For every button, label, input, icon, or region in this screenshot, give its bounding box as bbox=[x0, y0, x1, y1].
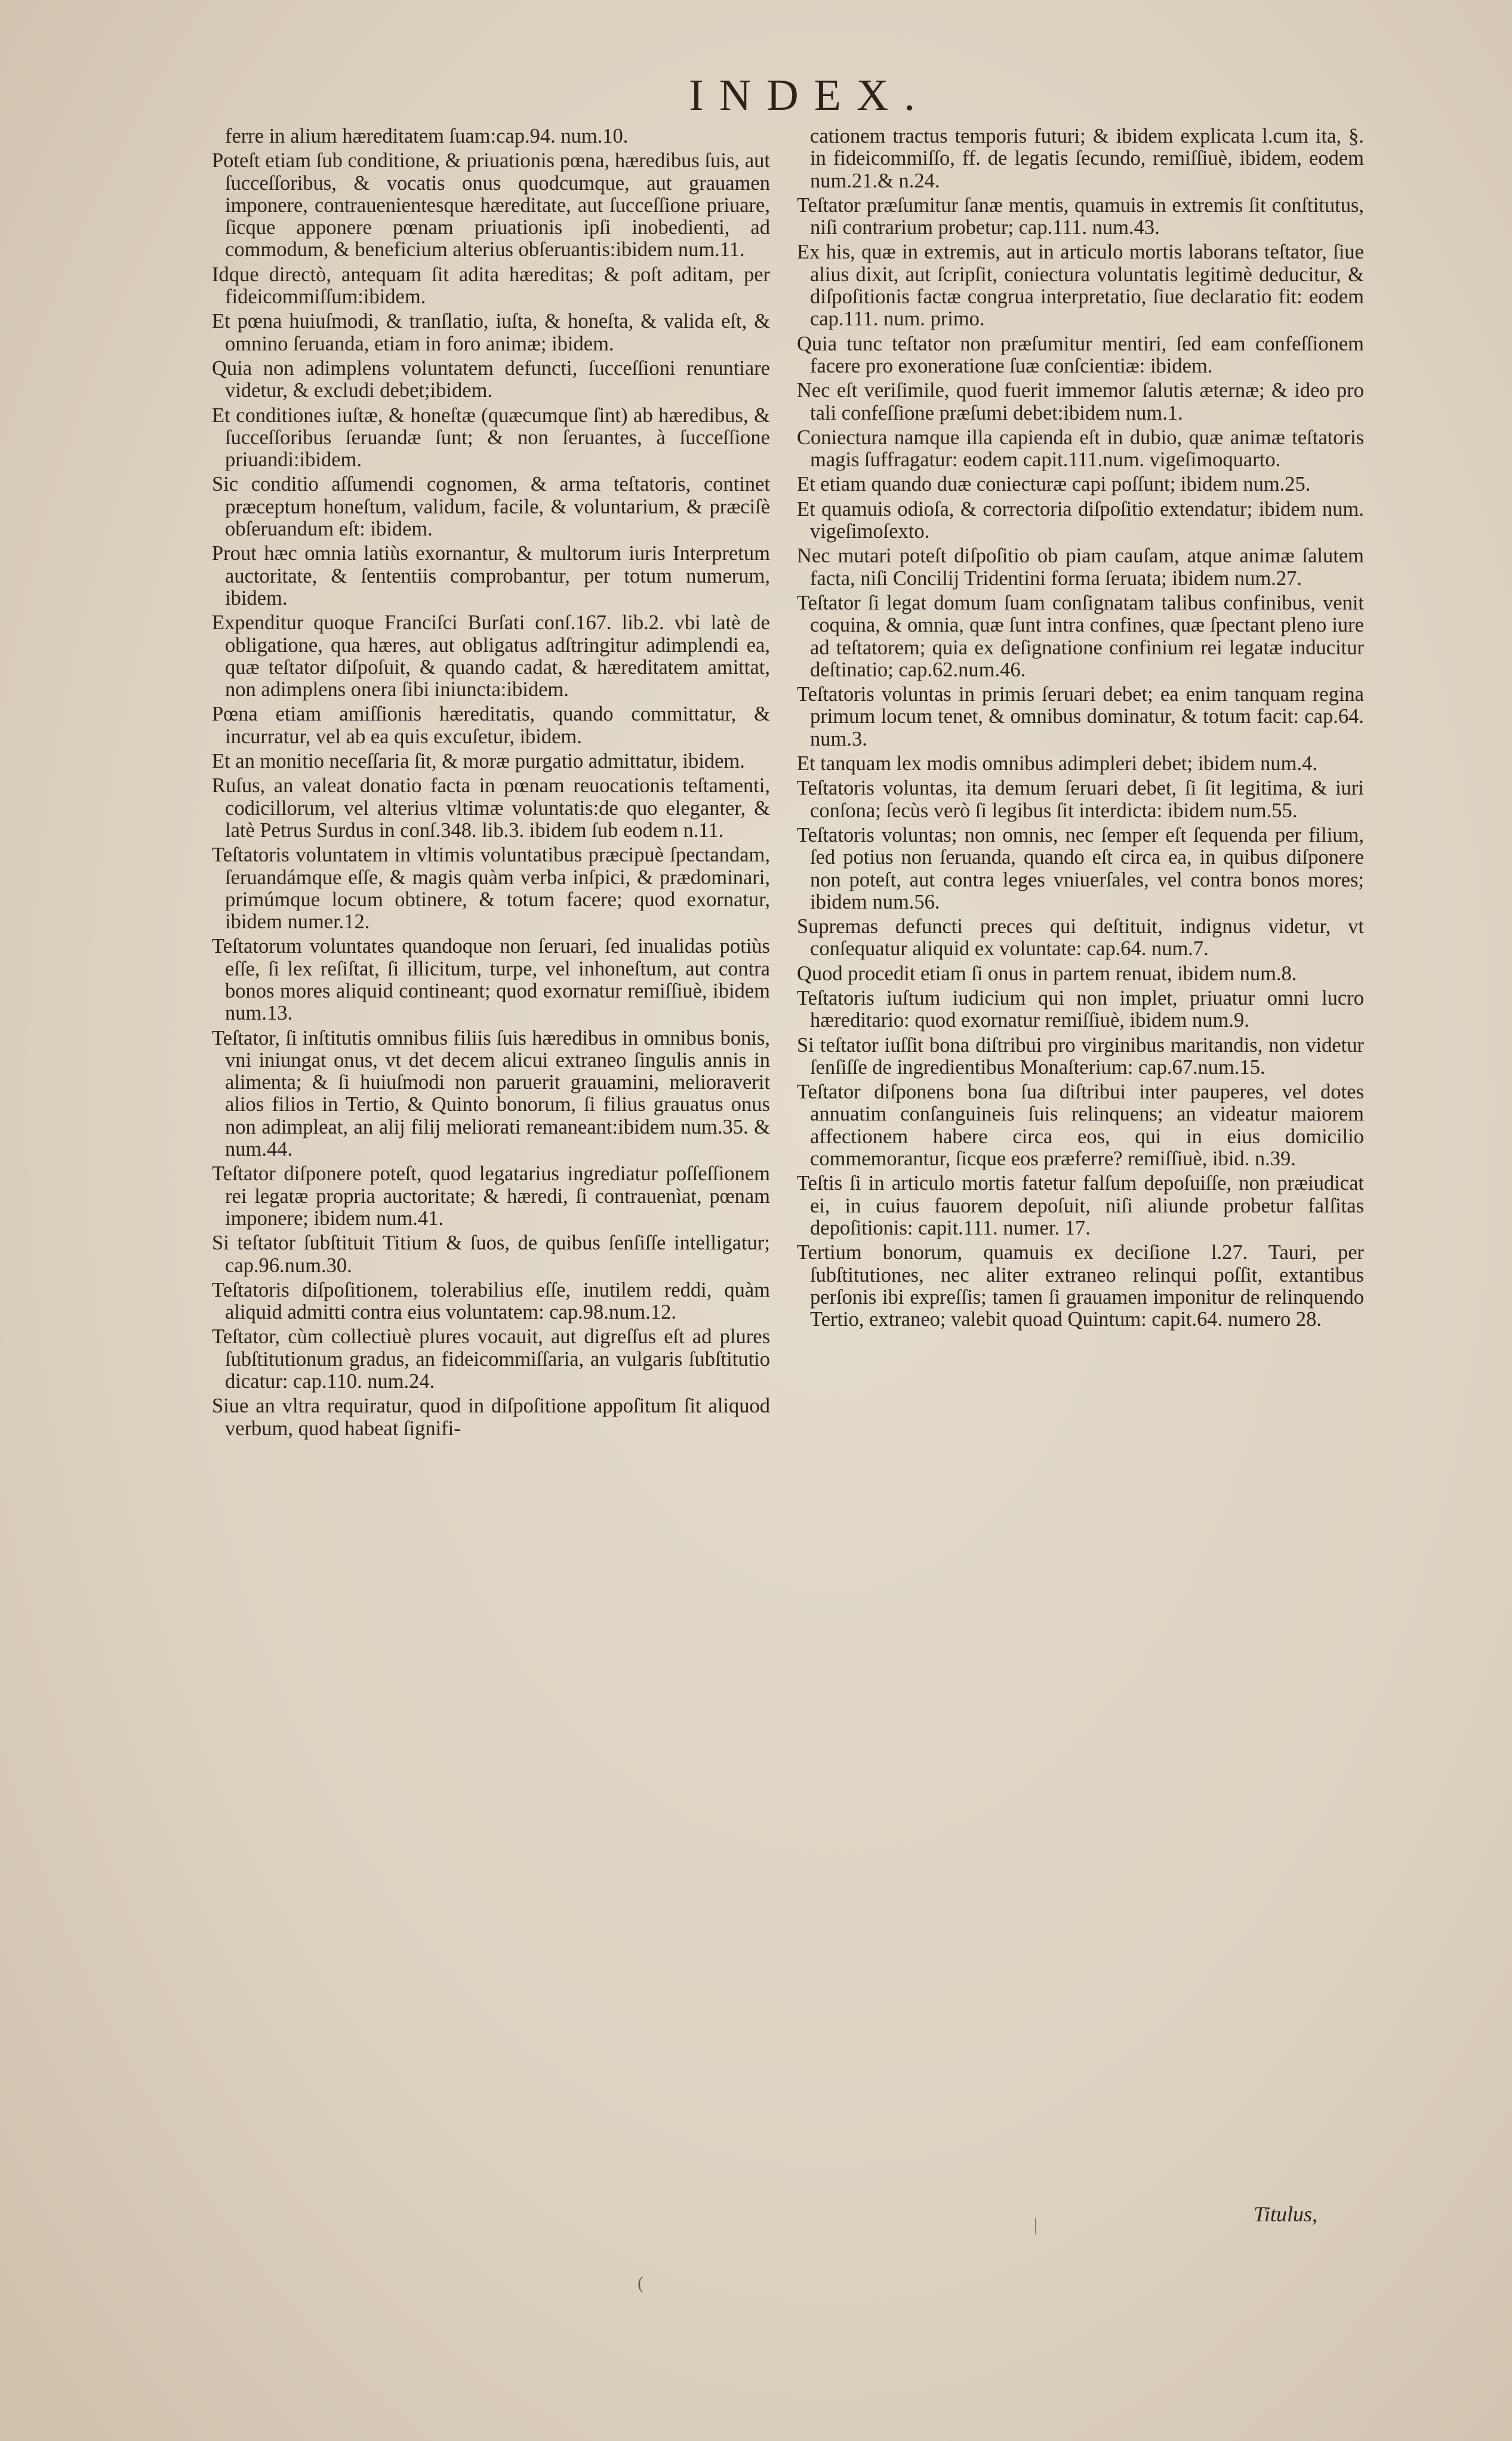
index-entry: Prout hæc omnia latiùs exornantur, & multorum iuris Interpretum auctoritate, & ſententiis comprobantur, per totum numerum, ibidem. bbox=[212, 542, 770, 610]
index-entry: Quia non adimplens voluntatem defuncti, ſucceſſioni renuntiare videtur, & excludi debet;ibidem. bbox=[212, 356, 770, 402]
left-column bbox=[212, 125, 770, 1442]
index-entry: Nec eſt veriſimile, quod fuerit immemor ſalutis æternæ; & ideo pro tali confeſſione præſumi debet:ibidem num.1. bbox=[797, 379, 1364, 424]
index-entry: Quod procedit etiam ſi onus in partem renuat, ibidem num.8. bbox=[797, 962, 1297, 985]
index-entry: Et conditiones iuſtæ, & honeſtæ (quæcumque ſint) ab hæredibus, & ſucceſſoribus ſeruandæ ſunt; & non ſeruantes, à ſucceſſione priuandi:ibidem. bbox=[212, 404, 770, 472]
index-entry: Nec mutari poteſt diſpoſitio ob piam cauſam, atque animæ ſalutem facta, niſi Concilij Tridentini forma ſeruata; ibidem num.27. bbox=[797, 544, 1364, 590]
index-entry: Si teſtator iuſſit bona diſtribui pro virginibus maritandis, non videtur ſenſiſſe de ingredientibus Monaſterium: cap.67.num.15. bbox=[797, 1033, 1364, 1079]
index-entry: Et pœna huiuſmodi, & tranſlatio, iuſta, & honeſta, & valida eſt, & omnino ſeruanda, etiam in foro animæ; ibidem. bbox=[212, 310, 770, 355]
page-title: INDEX. bbox=[689, 71, 931, 120]
index-entry: Ex his, quæ in extremis, aut in articulo mortis laborans teſtator, ſiue alius dixit, aut ſcripſit, coniectura voluntatis legitimè deducitur, & diſpoſitionis factæ congrua interpretatio, ſiue declaratio fit: eodem cap.111. num. primo. bbox=[797, 241, 1364, 331]
index-entry: Teſtator diſponens bona ſua diſtribui inter pauperes, vel dotes annuatim conſanguineis ſuis relinquens; an videatur maiorem affectionem habere circa eos, qui in eius domicilio commemorantur, ſicque eos præferre? remiſſiuè, ibid. n.39. bbox=[797, 1081, 1364, 1171]
index-entry: Teſtatoris iuſtum iudicium qui non implet, priuatur omni lucro hæreditario: quod exornatur remiſſiuè, ibidem num.9. bbox=[797, 986, 1364, 1032]
index-entry: Teſtatoris diſpoſitionem, tolerabilius eſſe, inutilem reddi, quàm aliquid admitti contra eius voluntatem: cap.98.num.12. bbox=[212, 1278, 770, 1324]
index-entry: Teſtator, ſi inſtitutis omnibus filiis ſuis hæredibus in omnibus bonis, vni iniungat onus, vt det decem alicui extraneo ſingulis annis in alimenta; & ſi huiuſmodi non paruerit grauamini, melioraverit alios filios in Tertio, & Quinto bonorum, ſi filius grauatus onus non adimpleat, an alij filij meliorati remaneant:ibidem num.35. & num.44. bbox=[212, 1026, 770, 1161]
index-entry: Et etiam quando duæ coniecturæ capi poſſunt; ibidem num.25. bbox=[797, 473, 1311, 496]
index-entry: Ruſus, an valeat donatio facta in pœnam reuocationis teſtamenti, codicillorum, vel alterius vltimæ voluntatis:de quo eleganter, & latè Petrus Surdus in conſ.348. lib.3. ibidem ſub eodem n.11. bbox=[212, 774, 770, 842]
index-entry: Idque directò, antequam ſit adita hæreditas; & poſt aditam, per fideicommiſſum:ibidem. bbox=[212, 263, 770, 309]
right-column bbox=[797, 125, 1364, 1333]
index-entry: Coniectura namque illa capienda eſt in dubio, quæ animæ teſtatoris magis ſuffragatur: eodem capit.111.num. vigeſimoquarto. bbox=[797, 426, 1364, 472]
ink-speck: ( bbox=[638, 2273, 643, 2293]
index-entry: Teſtator præſumitur ſanæ mentis, quamuis in extremis ſit conſtitutus, niſi contrarium probetur; cap.111. num.43. bbox=[797, 193, 1364, 239]
index-entry: Et tanquam lex modis omnibus adimpleri debet; ibidem num.4. bbox=[797, 752, 1317, 775]
index-entry: Quia tunc teſtator non præſumitur mentiri, ſed eam confeſſionem facere pro exoneratione ſuæ conſcientiæ: ibidem. bbox=[797, 332, 1364, 377]
index-entry: Teſtatoris voluntas, ita demum ſeruari debet, ſi ſit legitima, & iuri conſona; ſecùs verò ſi legibus ſit interdicta: ibidem num.55. bbox=[797, 777, 1364, 822]
index-entry: Teſtatoris voluntatem in vltimis voluntatibus præcipuè ſpectandam, ſeruandámque eſſe, & magis quàm verba inſpici, & prædominari, primúmque locum obtinere, & totum facere; quod exornatur, ibidem numer.12. bbox=[212, 844, 770, 934]
index-entry: Et quamuis odioſa, & correctoria diſpoſitio extendatur; ibidem num. vigeſimoſexto. bbox=[797, 497, 1364, 543]
ink-speck: | bbox=[1034, 2215, 1038, 2234]
index-entry: Expenditur quoque Franciſci Burſati conſ.167. lib.2. vbi latè de obligatione, qua hæres, aut obligatus adſtringitur adimplendi ea, quæ teſtator diſpoſuit, & quando cadat, & hæreditatem amittat, non adimplens onera ſibi iniuncta:ibidem. bbox=[212, 611, 770, 701]
index-entry: ferre in alium hæreditatem ſuam:cap.94. num.10. bbox=[225, 125, 629, 147]
index-entry: Si teſtator ſubſtituit Titium & ſuos, de quibus ſenſiſſe intelligatur; cap.96.num.30. bbox=[212, 1232, 770, 1277]
index-entry: Teſtator diſponere poteſt, quod legatarius ingrediatur poſſeſſionem rei legatæ propria auctoritate; & hæredi, ſi contrauenìat, pœnam imponere; ibidem num.41. bbox=[212, 1162, 770, 1230]
index-entry: Siue an vltra requiratur, quod in diſpoſitione appoſitum ſit aliquod verbum, quod habeat ſignifi- bbox=[212, 1395, 770, 1440]
index-entry: Supremas defuncti preces qui deſtituit, indignus videtur, vt conſequatur aliquid ex voluntate: cap.64. num.7. bbox=[797, 915, 1364, 961]
index-entry: Teſtis ſi in articulo mortis fatetur falſum depoſuiſſe, non præiudicat ei, in cuius fauorem depoſuit, niſi aliunde probetur falſitas depoſitionis: capit.111. numer. 17. bbox=[797, 1172, 1364, 1239]
index-entry: Teſtatoris voluntas; non omnis, nec ſemper eſt ſequenda per filium, ſed potius non ſeruanda, quando eſt circa ea, in quibus diſponere non poteſt, aut contra leges vniuerſales, vel contra bonos mores; ibidem num.56. bbox=[797, 823, 1364, 913]
index-entry: Teſtatorum voluntates quandoque non ſeruari, ſed inualidas potiùs eſſe, ſi lex reſiſtat, ſi illicitum, turpe, vel inhoneſtum, aut contra bonos mores aliquid contineant; quod exornatur remiſſiuè, ibidem num.13. bbox=[212, 935, 770, 1025]
index-entry: Sic conditio aſſumendi cognomen, & arma teſtatoris, continet præceptum honeſtum, validum, facile, & voluntarium, & præciſè obſeruandum eſt: ibidem. bbox=[212, 473, 770, 541]
catchword: Titulus, bbox=[1254, 2202, 1318, 2226]
index-entry: Teſtator ſi legat domum ſuam conſignatam talibus confinibus, venit coquina, & omnia, quæ ſunt intra confines, quæ ſpectant pleno iure ad teſtatorem; quia ex deſignatione confinium rei legatæ inducitur deſtinatio; cap.62.num.46. bbox=[797, 591, 1364, 681]
index-entry: Teſtator, cùm collectiuè plures vocauit, aut digreſſus eſt ad plures ſubſtitutionum gradus, an fideicommiſſaria, an vulgaris ſubſtitutio dicatur: cap.110. num.24. bbox=[212, 1325, 770, 1393]
index-entry: Teſtatoris voluntas in primis ſeruari debet; ea enim tanquam regina primum locum tenet, & omnibus dominatur, & totum facit: cap.64. num.3. bbox=[797, 683, 1364, 750]
index-entry: cationem tractus temporis futuri; & ibidem explicata l.cum ita, §. in fideicommiſſo, ff. de legatis ſecundo, remiſſiuè, ibidem, eodem num.21.& n.24. bbox=[810, 125, 1364, 192]
index-entry: Pœna etiam amiſſionis hæreditatis, quando committatur, & incurratur, vel ab ea quis excuſetur, ibidem. bbox=[212, 703, 770, 748]
index-entry: Et an monitio neceſſaria ſit, & moræ purgatio admittatur, ibidem. bbox=[212, 750, 745, 773]
index-entry: Tertium bonorum, quamuis ex deciſione l.27. Tauri, per ſubſtitutiones, nec aliter extraneo relinqui poſſit, extantibus perſonis ibi expreſſis; tamen ſi grauamen imponitur de relinquendo Tertio, extraneo; valebit quoad Quintum: capit.64. numero 28. bbox=[797, 1241, 1364, 1331]
index-entry: Poteſt etiam ſub conditione, & priuationis pœna, hæredibus ſuis, aut ſucceſſoribus, & vocatis onus quodcumque, aut grauamen imponere, contrauenientesque hæreditate, aut ſucceſſione priuare, ſicque apponere pœnam priuationis ipſi inobedienti, ad commodum, & beneficium alterius obſeruantis:ibidem num.11. bbox=[212, 149, 770, 261]
